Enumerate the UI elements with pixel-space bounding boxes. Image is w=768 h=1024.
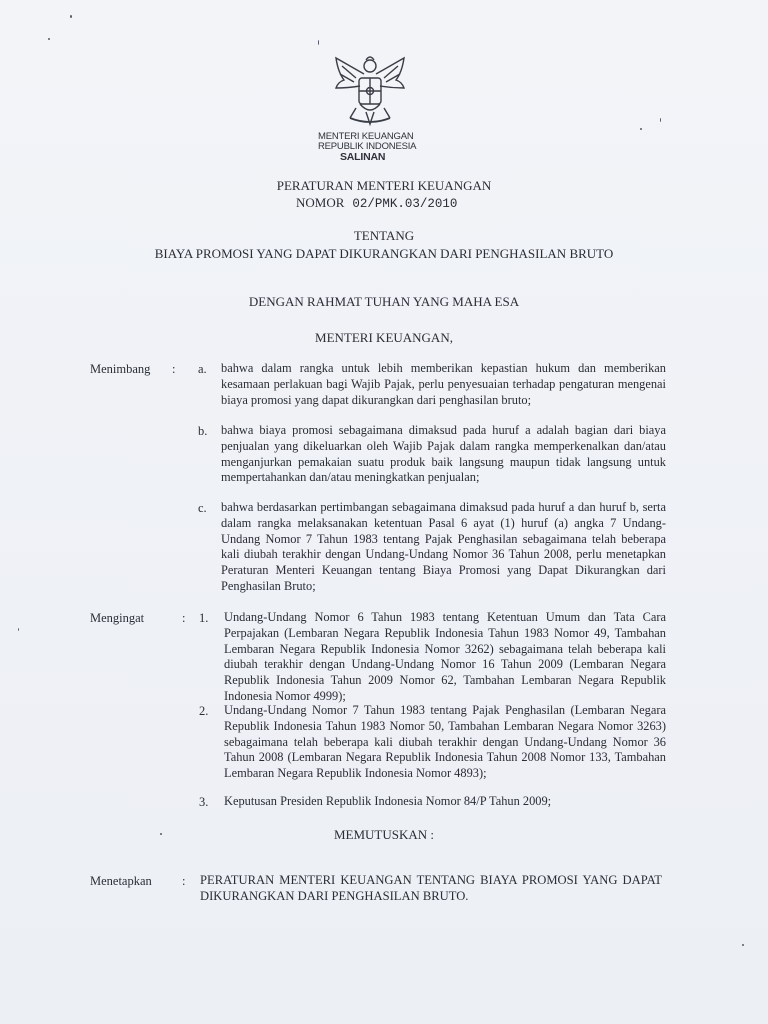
copy-mark: SALINAN — [340, 151, 386, 163]
ministry-header — [318, 132, 448, 162]
scan-speck — [660, 118, 661, 122]
ministry-name: MENTERI KEUANGAN — [318, 131, 414, 142]
tentang-heading: TENTANG — [353, 228, 415, 243]
regulation-title: PERATURAN MENTERI KEUANGAN — [276, 178, 492, 193]
mengingat-marker-3: 3. — [199, 795, 209, 809]
scan-speck — [18, 628, 19, 631]
menimbang-item-c: bahwa berdasarkan pertimbangan sebagaimana dimaksud pada huruf a dan huruf b, serta dalam rangka melaksanakan ketentuan Pasal 6 ayat (1) huruf (a) angka 7 Undang-Undang Nomor 7 Tahun 1983 tentang Pajak Penghasilan sebagaimana telah beberapa kali diubah terakhir dengan Undang-Undang Nomor 36 Tahun 2008, perlu menetapkan Peraturan Menteri Keuangan tentang Biaya Promosi yang Dapat Dikurangkan dari Penghasilan Bruto; — [221, 500, 666, 593]
menimbang-marker-b: b. — [198, 424, 208, 438]
menimbang-colon: : — [172, 362, 176, 376]
menimbang-item-a: bahwa dalam rangka untuk lebih memberikan kepastian hukum dan memberikan kesamaan perlakuan bagi Wajib Pajak, perlu penyesuaian terhadap pengaturan mengenai biaya promosi yang dapat dikurangkan dari penghasilan bruto; — [221, 361, 666, 407]
minister-line: MENTERI KEUANGAN, — [315, 330, 453, 345]
mengingat-colon: : — [182, 611, 186, 625]
mengingat-label: Mengingat — [90, 611, 145, 625]
blessing-line: DENGAN RAHMAT TUHAN YANG MAHA ESA — [248, 294, 520, 309]
memutuskan-heading: MEMUTUSKAN : — [333, 827, 435, 842]
menimbang-item-b: bahwa biaya promosi sebagaimana dimaksud pada huruf a adalah bagian dari biaya penjualan yang dikeluarkan oleh Wajib Pajak dalam rangka memperkenalkan dan/atau menganjurkan pemakaian suatu produk baik langsung maupun tidak langsung untuk mempertahankan dan/atau meningkatkan penjualan; — [221, 423, 666, 485]
mengingat-item-1: Undang-Undang Nomor 6 Tahun 1983 tentang Ketentuan Umum dan Tata Cara Perpajakan (Lembaran Negara Republik Indonesia Tahun 1983 Nomor 49, Tambahan Lembaran Negara Republik Indonesia Nomor 3262) sebagaimana telah beberapa kali diubah terakhir dengan Undang-Undang Nomor 16 Tahun 2009 (Lembaran Negara Republik Indonesia Tahun 2009 Nomor 62, Tambahan Lembaran Negara Republik Indonesia Nomor 4999); — [224, 610, 666, 703]
menimbang-marker-c: c. — [198, 501, 207, 515]
menimbang-label: Menimbang — [90, 362, 151, 376]
scan-speck — [48, 38, 50, 40]
nomor-value: 02/PMK.03/2010 — [352, 197, 458, 211]
scan-speck — [640, 128, 642, 130]
scan-speck — [742, 944, 744, 946]
mengingat-marker-1: 1. — [199, 611, 209, 625]
scan-speck — [70, 15, 72, 18]
mengingat-item-2: Undang-Undang Nomor 7 Tahun 1983 tentang Pajak Penghasilan (Lembaran Negara Republik Indonesia Tahun 1983 Nomor 50, Tambahan Lembaran Negara Nomor 3263) sebagaimana telah beberapa kali diubah terakhir dengan Undang-Undang Nomor 36 Tahun 2008 (Lembaran Negara Republik Indonesia Tahun 2008 Nomor 133, Tambahan Lembaran Negara Republik Indonesia Nomor 4893); — [224, 703, 666, 781]
menetapkan-text: PERATURAN MENTERI KEUANGAN TENTANG BIAYA PROMOSI YANG DAPAT DIKURANGKAN DARI PENGHASILAN BRUTO. — [200, 873, 662, 903]
republic-name: REPUBLIK INDONESIA — [318, 141, 417, 152]
menetapkan-colon: : — [182, 874, 186, 888]
menimbang-marker-a: a. — [198, 362, 207, 376]
regulation-number — [296, 195, 457, 211]
mengingat-item-3: Keputusan Presiden Republik Indonesia Nomor 84/P Tahun 2009; — [224, 794, 552, 808]
scan-speck — [160, 833, 162, 835]
garuda-emblem-icon — [330, 52, 410, 134]
mengingat-marker-2: 2. — [199, 704, 209, 718]
menetapkan-label: Menetapkan — [90, 874, 152, 888]
nomor-label: NOMOR — [296, 195, 345, 210]
regulation-subject: BIAYA PROMOSI YANG DAPAT DIKURANGKAN DARI PENGHASILAN BRUTO — [154, 246, 614, 261]
scan-speck — [318, 40, 319, 45]
